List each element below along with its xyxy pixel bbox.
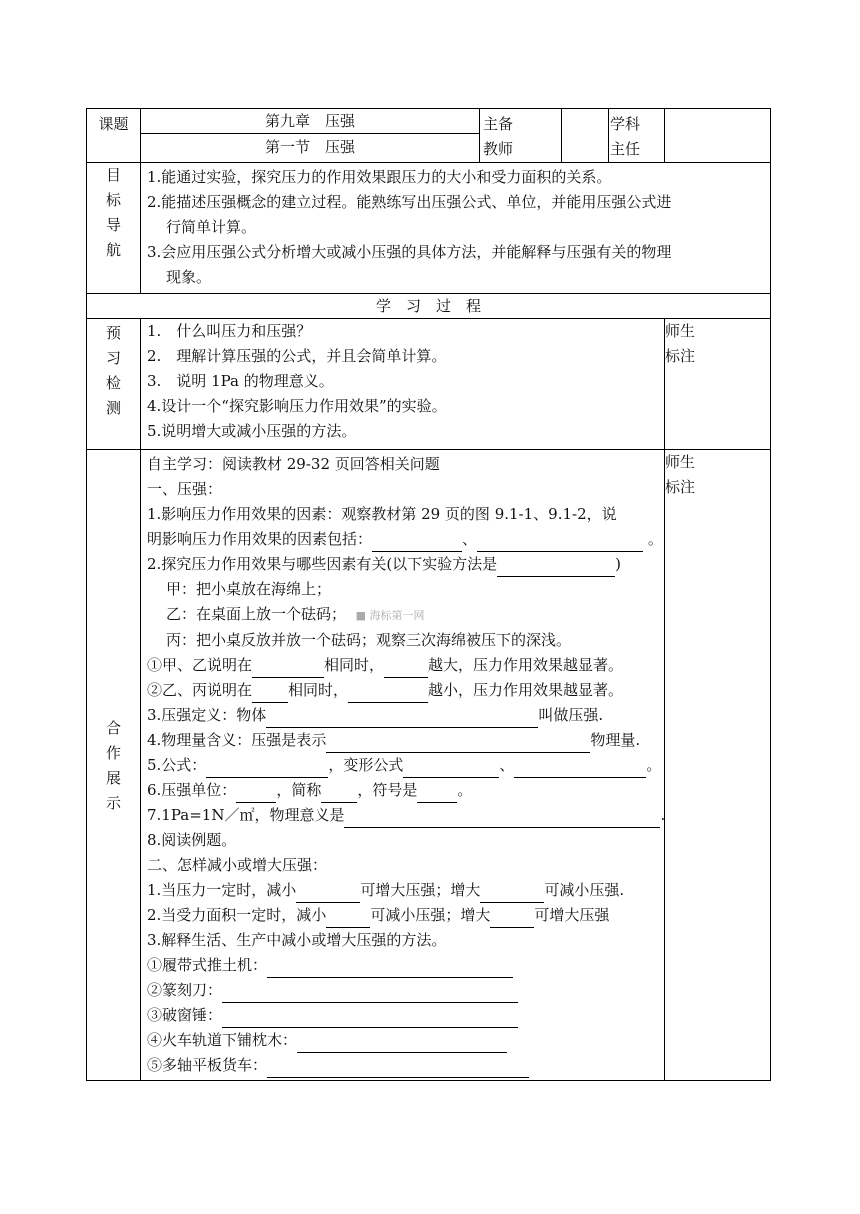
experiment-step: 甲：把小桌放在海绵上； xyxy=(166,580,332,598)
question-line: ⑤多轴平板货车： xyxy=(147,1053,664,1078)
preview-item: 3. 说明 1Pa 的物理意义。 xyxy=(147,372,334,390)
question-line: 5.公式： ，变形公式 、 。 xyxy=(147,753,664,778)
cooperate-content xyxy=(141,450,665,1081)
blank-field[interactable] xyxy=(497,559,615,577)
preview-side-label: 预 习 检 测 xyxy=(87,319,141,450)
question-line: 1.影响压力作用效果的因素：观察教材第 29 页的图 9.1-1、9.1-2，说 xyxy=(147,505,617,523)
blank-field[interactable] xyxy=(344,810,660,828)
goal-item: 1.能通过实验，探究压力的作用效果跟压力的大小和受力面积的关系。 xyxy=(147,168,612,186)
goal-item: 现象。 xyxy=(166,268,212,286)
question-line: ②乙、丙说明在 相同时， 越小，压力作用效果越显著。 xyxy=(147,678,664,703)
blank-field[interactable] xyxy=(348,685,428,703)
cooperate-row xyxy=(87,450,771,1081)
preview-item: 4.设计一个“探究影响压力作用效果”的实验。 xyxy=(147,397,447,415)
goals-content xyxy=(141,163,771,294)
preview-row xyxy=(87,319,771,450)
question-line: 6.压强单位： ，简称 ，符号是 。 xyxy=(147,778,664,803)
blank-field[interactable] xyxy=(514,760,646,778)
question-line: ①履带式推土机： xyxy=(147,953,664,978)
preview-mark-label: 师生 标注 xyxy=(665,319,771,450)
blank-field[interactable] xyxy=(480,885,544,903)
question-line: 明影响压力作用效果的因素包括： 、 。 xyxy=(147,527,664,552)
blank-field[interactable] xyxy=(267,960,513,978)
blank-field[interactable] xyxy=(206,760,328,778)
topic-cell xyxy=(141,109,480,163)
question-line: 7.1Pa=1N／㎡，物理意义是 . xyxy=(147,803,664,828)
question-line: 3.压强定义：物体 叫做压强. xyxy=(147,703,664,728)
blank-field[interactable] xyxy=(326,910,370,928)
blank-field[interactable] xyxy=(297,1035,507,1053)
process-title-row xyxy=(87,294,771,319)
blank-field[interactable] xyxy=(326,735,590,753)
preview-content xyxy=(141,319,665,450)
question-line: 4.物理量含义：压强是表示 物理量. xyxy=(147,728,664,753)
question-line: 3.解释生活、生产中减小或增大压强的方法。 xyxy=(147,931,447,949)
goal-item: 3.会应用压强公式分析增大或减小压强的具体方法，并能解释与压强有关的物理 xyxy=(147,243,672,261)
self-study-line: 自主学习：阅读教材 29-32 页回答相关问题 xyxy=(147,455,440,473)
blank-field[interactable] xyxy=(252,685,288,703)
goal-item: 2.能描述压强概念的建立过程。能熟练写出压强公式、单位，并能用压强公式进 xyxy=(147,193,672,211)
process-title: 学 习 过 程 xyxy=(87,294,771,319)
goal-item: 行简单计算。 xyxy=(166,218,257,236)
goals-row xyxy=(87,163,771,294)
experiment-step: 乙：在桌面上放一个砝码； ■ 海标第一网 xyxy=(166,605,425,623)
blank-field[interactable] xyxy=(236,785,276,803)
blank-field[interactable] xyxy=(384,660,428,678)
subject-head-label: 学科 主任 xyxy=(609,109,665,163)
question-line: 1.当压力一定时，减小 可增大压强；增大 可减小压强. xyxy=(147,878,664,903)
topic-label: 课题 xyxy=(87,109,141,163)
question-line: ④火车轨道下铺枕木： xyxy=(147,1028,664,1053)
question-line: 2.当受力面积一定时，减小 可减小压强；增大 可增大压强 xyxy=(147,903,664,928)
blank-field[interactable] xyxy=(490,910,534,928)
blank-field[interactable] xyxy=(372,534,462,552)
lesson-plan-page xyxy=(86,108,770,1081)
cooperate-mark-label: 师生 标注 xyxy=(665,450,771,1081)
blank-field[interactable] xyxy=(222,1010,518,1028)
preview-item: 1. 什么叫压力和压强？ xyxy=(147,322,312,340)
blank-field[interactable] xyxy=(417,785,457,803)
blank-field[interactable] xyxy=(403,760,499,778)
blank-field[interactable] xyxy=(321,785,357,803)
goals-side-label: 目 标 导 航 xyxy=(87,163,141,294)
blank-field[interactable] xyxy=(296,885,360,903)
blank-field[interactable] xyxy=(222,985,518,1003)
preview-item: 5.说明增大或减小压强的方法。 xyxy=(147,422,357,440)
question-line: 8.阅读例题。 xyxy=(147,831,237,849)
section-title: 第一节 压强 xyxy=(265,138,356,156)
experiment-step: 丙：把小桌反放并放一个砝码；观察三次海绵被压下的深浅。 xyxy=(166,631,572,649)
header-row xyxy=(87,109,771,163)
cooperate-side-label: 合 作 展 示 xyxy=(87,450,141,1081)
question-line: ①甲、乙说明在 相同时， 越大，压力作用效果越显著。 xyxy=(147,653,664,678)
lesson-plan-table xyxy=(86,108,771,1081)
question-line: ②篆刻刀： xyxy=(147,978,664,1003)
lead-teacher-label: 主备 教师 xyxy=(480,109,562,163)
blank-field[interactable] xyxy=(267,1060,529,1078)
watermark-text: ■ 海标第一网 xyxy=(355,609,425,622)
preview-item: 2. 理解计算压强的公式，并且会简单计算。 xyxy=(147,347,447,365)
blank-field[interactable] xyxy=(252,660,324,678)
section-heading: 一、压强： xyxy=(147,480,223,498)
question-line: ③破窗锤： xyxy=(147,1003,664,1028)
section-heading: 二、怎样减小或增大压强： xyxy=(147,856,328,874)
question-line: 2.探究压力作用效果与哪些因素有关(以下实验方法是 ) xyxy=(147,552,664,577)
lead-teacher-value xyxy=(562,109,609,163)
blank-field[interactable] xyxy=(266,710,538,728)
chapter-title: 第九章 压强 xyxy=(141,109,479,134)
subject-head-value xyxy=(665,109,771,163)
blank-field[interactable] xyxy=(477,534,643,552)
